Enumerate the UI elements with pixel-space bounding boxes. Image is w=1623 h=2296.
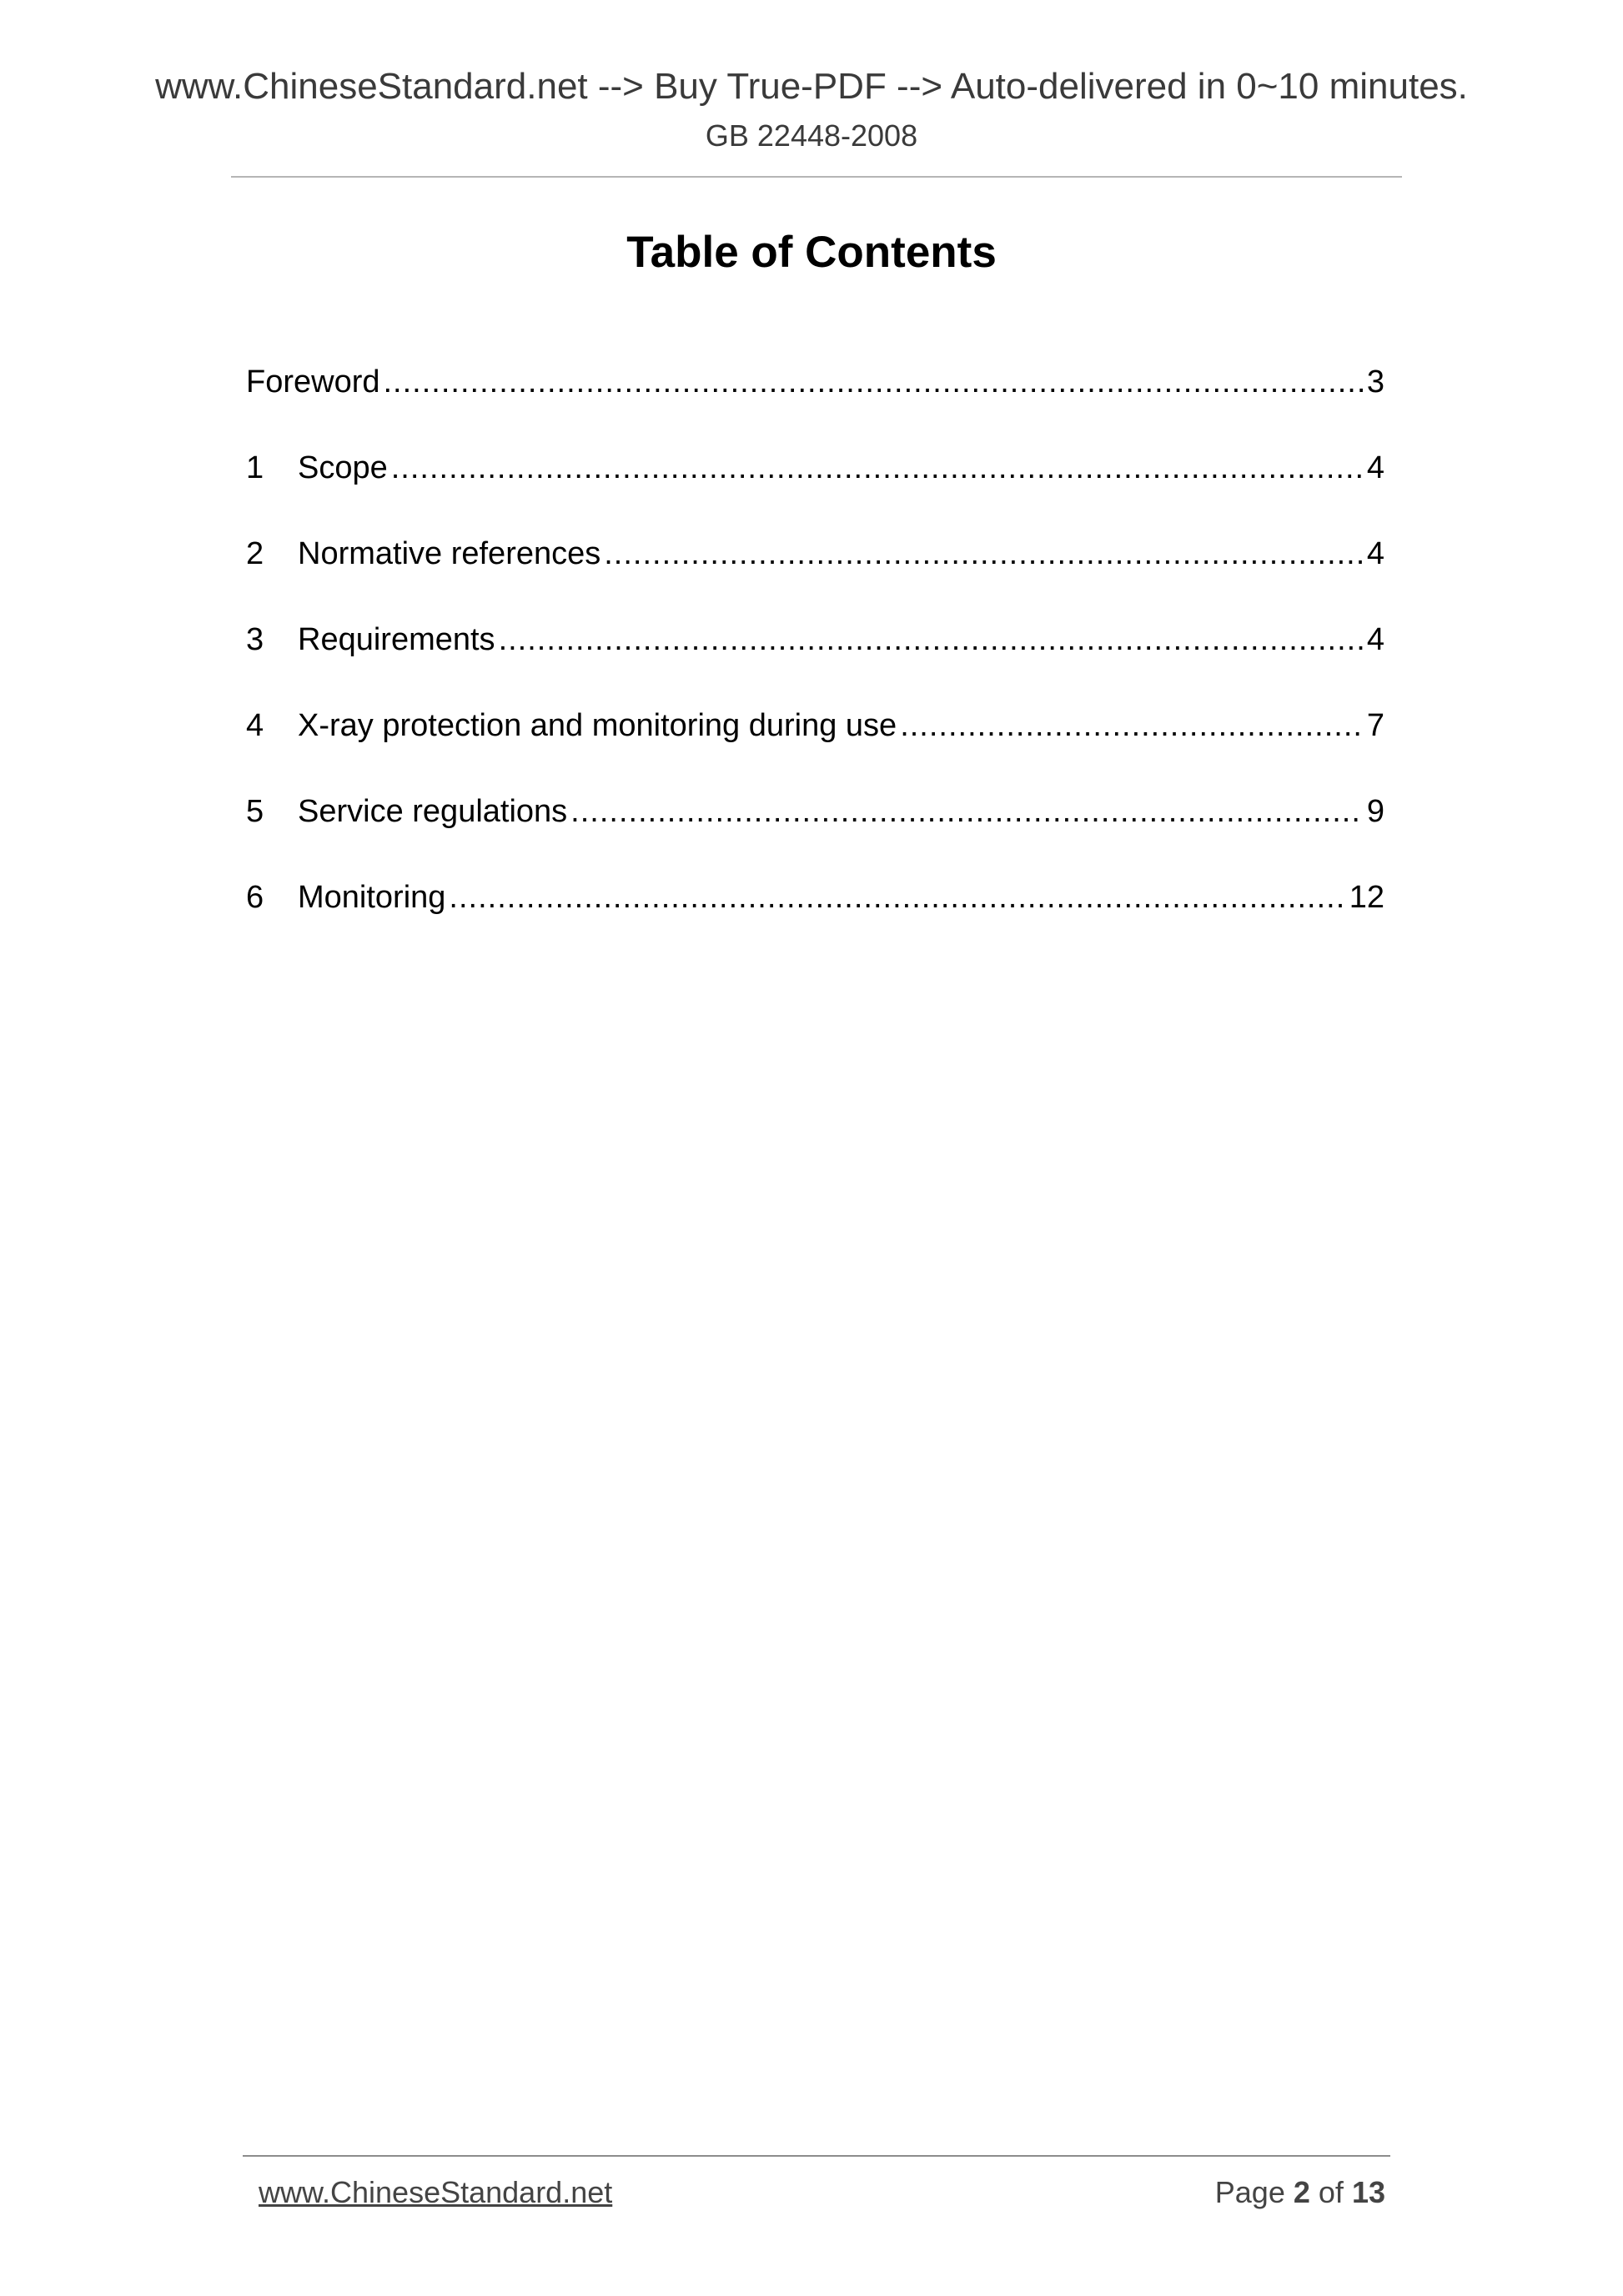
- footer-site-link[interactable]: www.ChineseStandard.net: [259, 2175, 613, 2209]
- toc-entry-service-regulations[interactable]: [246, 785, 1384, 871]
- page-title: Table of Contents: [626, 228, 997, 277]
- toc-entry-page: 4: [1366, 536, 1384, 571]
- header-site-banner: www.ChineseStandard.net --> Buy True-PDF --> Auto-delivered in 0~10 minutes.: [155, 66, 1468, 107]
- toc-entry-requirements[interactable]: [246, 613, 1384, 699]
- toc-entry-label: Monitoring: [298, 880, 446, 915]
- toc-entry-normative-references[interactable]: [246, 527, 1384, 613]
- toc-entry-page: 12: [1349, 880, 1384, 915]
- toc-entry-number: 6: [246, 880, 264, 915]
- toc-entry-number: 2: [246, 536, 264, 571]
- toc-entry-foreword[interactable]: [246, 355, 1384, 441]
- toc-entry-label: Normative references: [298, 536, 601, 571]
- toc-entry-page: 7: [1366, 708, 1384, 743]
- table-of-contents: [246, 355, 1384, 957]
- toc-entry-xray-protection[interactable]: [246, 699, 1384, 785]
- toc-entry-label: Requirements: [298, 622, 495, 657]
- header-divider: [231, 176, 1402, 178]
- toc-entry-page: 4: [1366, 622, 1384, 657]
- footer-page-indicator: [1215, 2173, 1385, 2212]
- toc-entry-label: Foreword: [246, 364, 380, 399]
- footer-page-total: 13: [1351, 2175, 1385, 2209]
- header-standard-number: GB 22448-2008: [705, 118, 918, 153]
- footer-divider: [243, 2155, 1390, 2157]
- toc-leader-dots: [391, 441, 1364, 495]
- toc-leader-dots: [384, 355, 1364, 409]
- footer-page-current: 2: [1293, 2175, 1310, 2209]
- toc-leader-dots: [570, 785, 1364, 838]
- toc-leader-dots: [449, 871, 1345, 924]
- toc-entry-label: Scope: [298, 450, 388, 485]
- footer-page-prefix: Page: [1214, 2175, 1285, 2209]
- toc-entry-label: Service regulations: [298, 794, 568, 829]
- toc-entry-page: 4: [1366, 450, 1384, 485]
- toc-leader-dots: [900, 699, 1364, 752]
- toc-leader-dots: [499, 613, 1364, 666]
- toc-entry-number: 5: [246, 794, 264, 829]
- toc-entry-number: 1: [246, 450, 264, 485]
- toc-entry-page: 9: [1366, 794, 1384, 829]
- toc-entry-number: 4: [246, 708, 264, 743]
- toc-entry-label: X-ray protection and monitoring during use: [298, 708, 897, 743]
- toc-entry-monitoring[interactable]: [246, 871, 1384, 957]
- toc-entry-page: 3: [1366, 364, 1384, 399]
- toc-entry-scope[interactable]: [246, 441, 1384, 527]
- footer-page-of: of: [1318, 2175, 1344, 2209]
- toc-entry-number: 3: [246, 622, 264, 657]
- toc-leader-dots: [604, 527, 1364, 580]
